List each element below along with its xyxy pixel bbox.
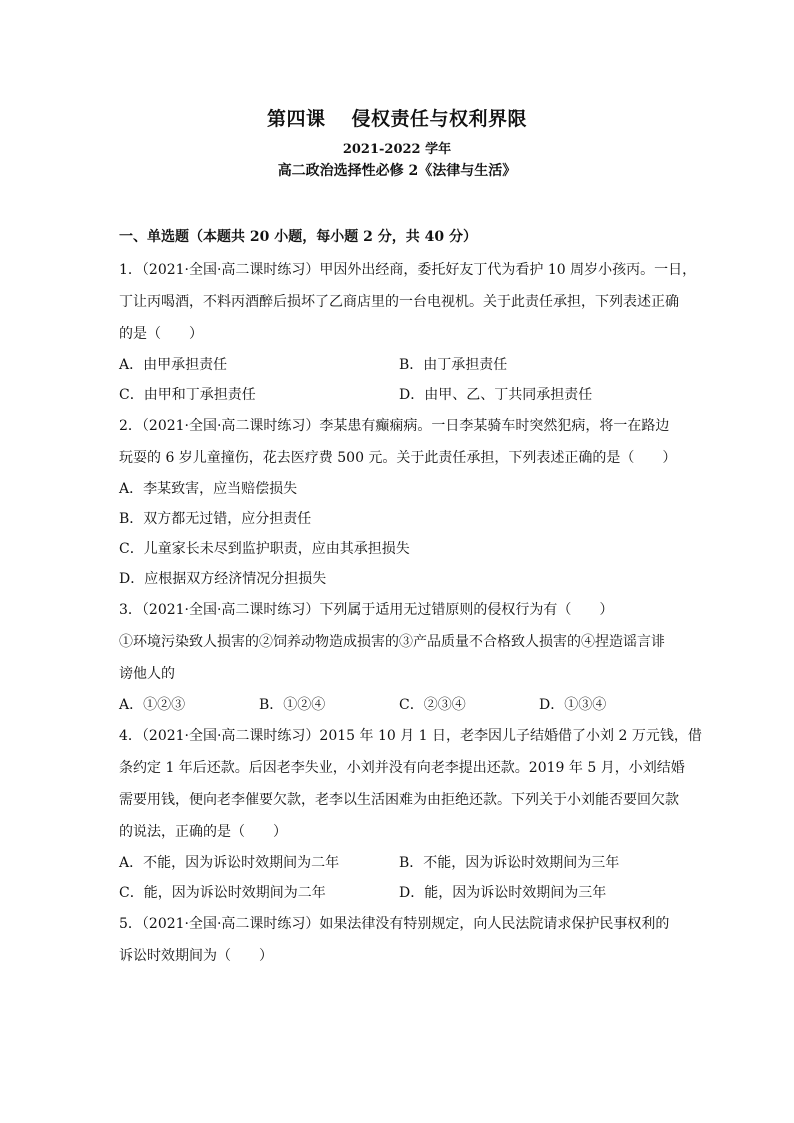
option-a: A．①②③ <box>119 697 186 713</box>
option-a: A．不能，因为诉讼时效期间为二年 <box>119 855 340 871</box>
options <box>119 350 679 410</box>
question-line: 的是（ ） <box>119 326 203 342</box>
question-line: 4．（2021·全国·高二课时练习）2015 年 10 月 1 日，老李因儿子结婚借了小刘 2 万元钱，借 <box>119 728 702 744</box>
option-a: A．李某致害，应当赔偿损失 <box>119 481 298 497</box>
question-line: 诉讼时效期间为（ ） <box>119 948 273 964</box>
lesson-name: 侵权责任与权利界限 <box>351 108 528 130</box>
question-2 <box>119 410 679 594</box>
question-1 <box>119 254 697 410</box>
question-line: 需要用钱，便向老李催要欠款，老李以生活困难为由拒绝还款。下列关于小刘能否要回欠款 <box>119 792 679 808</box>
question-line: 玩耍的 6 岁儿童撞伤，花去医疗费 500 元。关于此责任承担，下列表述正确的是（ ） <box>119 450 677 466</box>
question-4 <box>119 720 702 908</box>
option-c: C．由甲和丁承担责任 <box>119 387 256 403</box>
option-b: B．双方都无过错，应分担责任 <box>119 511 312 527</box>
section-heading: 一、单选题（本题共 20 小题，每小题 2 分，共 40 分） <box>119 229 477 245</box>
option-d: D．由甲、乙、丁共同承担责任 <box>399 387 593 403</box>
question-line: 1．（2021·全国·高二课时练习）甲因外出经商，委托好友丁代为看护 10 周岁小孩丙。一日， <box>119 262 697 278</box>
option-c: C．儿童家长未尽到监护职责，应由其承担损失 <box>119 541 410 557</box>
exam-content <box>119 226 702 972</box>
question-line: 的说法，正确的是（ ） <box>119 824 287 840</box>
question-line: 2．（2021·全国·高二课时练习）李某患有癫痫病。一日李某骑车时突然犯病，将一在路边 <box>119 418 670 434</box>
options <box>119 848 679 908</box>
question-3 <box>119 594 679 720</box>
question-5 <box>119 908 679 972</box>
options <box>119 474 679 594</box>
option-a: A．由甲承担责任 <box>119 357 228 373</box>
page-title <box>0 104 794 131</box>
option-d: D．能，因为诉讼时效期间为三年 <box>399 885 607 901</box>
option-d: D．①③④ <box>539 697 607 713</box>
option-c: C．能，因为诉讼时效期间为二年 <box>119 885 326 901</box>
question-line: 3．（2021·全国·高二课时练习）下列属于适用无过错原则的侵权行为有（ ） <box>119 602 614 618</box>
option-b: B．①②④ <box>259 697 326 713</box>
question-line: ①环境污染致人损害的②饲养动物造成损害的③产品质量不合格致人损害的④捏造谣言诽 <box>119 634 665 650</box>
option-d: D．应根据双方经济情况分担损失 <box>119 571 327 587</box>
question-line: 谤他人的 <box>119 666 175 682</box>
question-line: 条约定 1 年后还款。后因老李失业，小刘并没有向老李提出还款。2019 年 5 月，小刘结婚 <box>119 760 685 776</box>
options <box>119 690 679 720</box>
option-c: C．②③④ <box>399 697 466 713</box>
question-line: 5．（2021·全国·高二课时练习）如果法律没有特别规定，向人民法院请求保护民事权利的 <box>119 916 670 932</box>
question-line: 丁让丙喝酒，不料丙酒醉后损坏了乙商店里的一台电视机。关于此责任承担，下列表述正确 <box>119 294 679 310</box>
option-b: B．不能，因为诉讼时效期间为三年 <box>399 855 620 871</box>
course-name: 高二政治选择性必修 2《法律与生活》 <box>277 163 517 179</box>
lesson-number: 第四课 <box>266 108 326 130</box>
option-b: B．由丁承担责任 <box>399 357 508 373</box>
school-year: 2021-2022 学年 <box>342 142 452 157</box>
